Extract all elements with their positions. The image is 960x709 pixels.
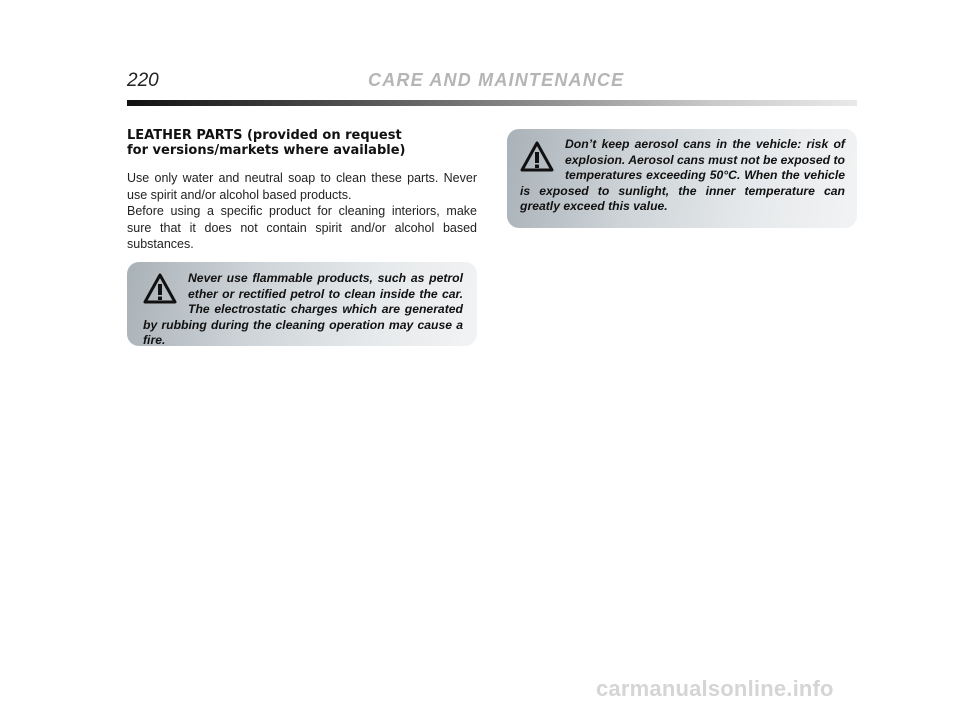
paragraph-1: Use only water and neutral soap to clean these parts. Never use spirit and/or alcohol based products. [127,171,477,202]
warning-text-flammable: Never use flammable products, such as petrol ether or rectified petrol to clean inside the car. The electrostatic charges which are generated by rubbing during the cleaning operation may cause a fire. [143,271,463,348]
page-number: 220 [127,70,159,91]
section-title-line2: for versions/markets where available) [127,143,406,158]
watermark: carmanualsonline.info [596,676,834,701]
warning-box-flammable [127,262,477,346]
warning-text-aerosol: Don’t keep aerosol cans in the vehicle: risk of explosion. Aerosol cans must not be exposed to temperatures exceeding 50°C. When the vehicle is exposed to sunlight, the inner temperature can greatly exceed this value. [520,137,845,214]
header-rule [127,100,857,106]
section-title [127,128,477,158]
paragraph-2: Before using a specific product for cleaning interiors, make sure that it does not contain spirit and/or alcohol based substances. [127,204,477,251]
warning-box-aerosol [507,129,857,228]
page-header-title: CARE AND MAINTENANCE [368,70,625,90]
body-text [127,170,477,253]
section-title-line1: LEATHER PARTS (provided on request [127,128,402,143]
